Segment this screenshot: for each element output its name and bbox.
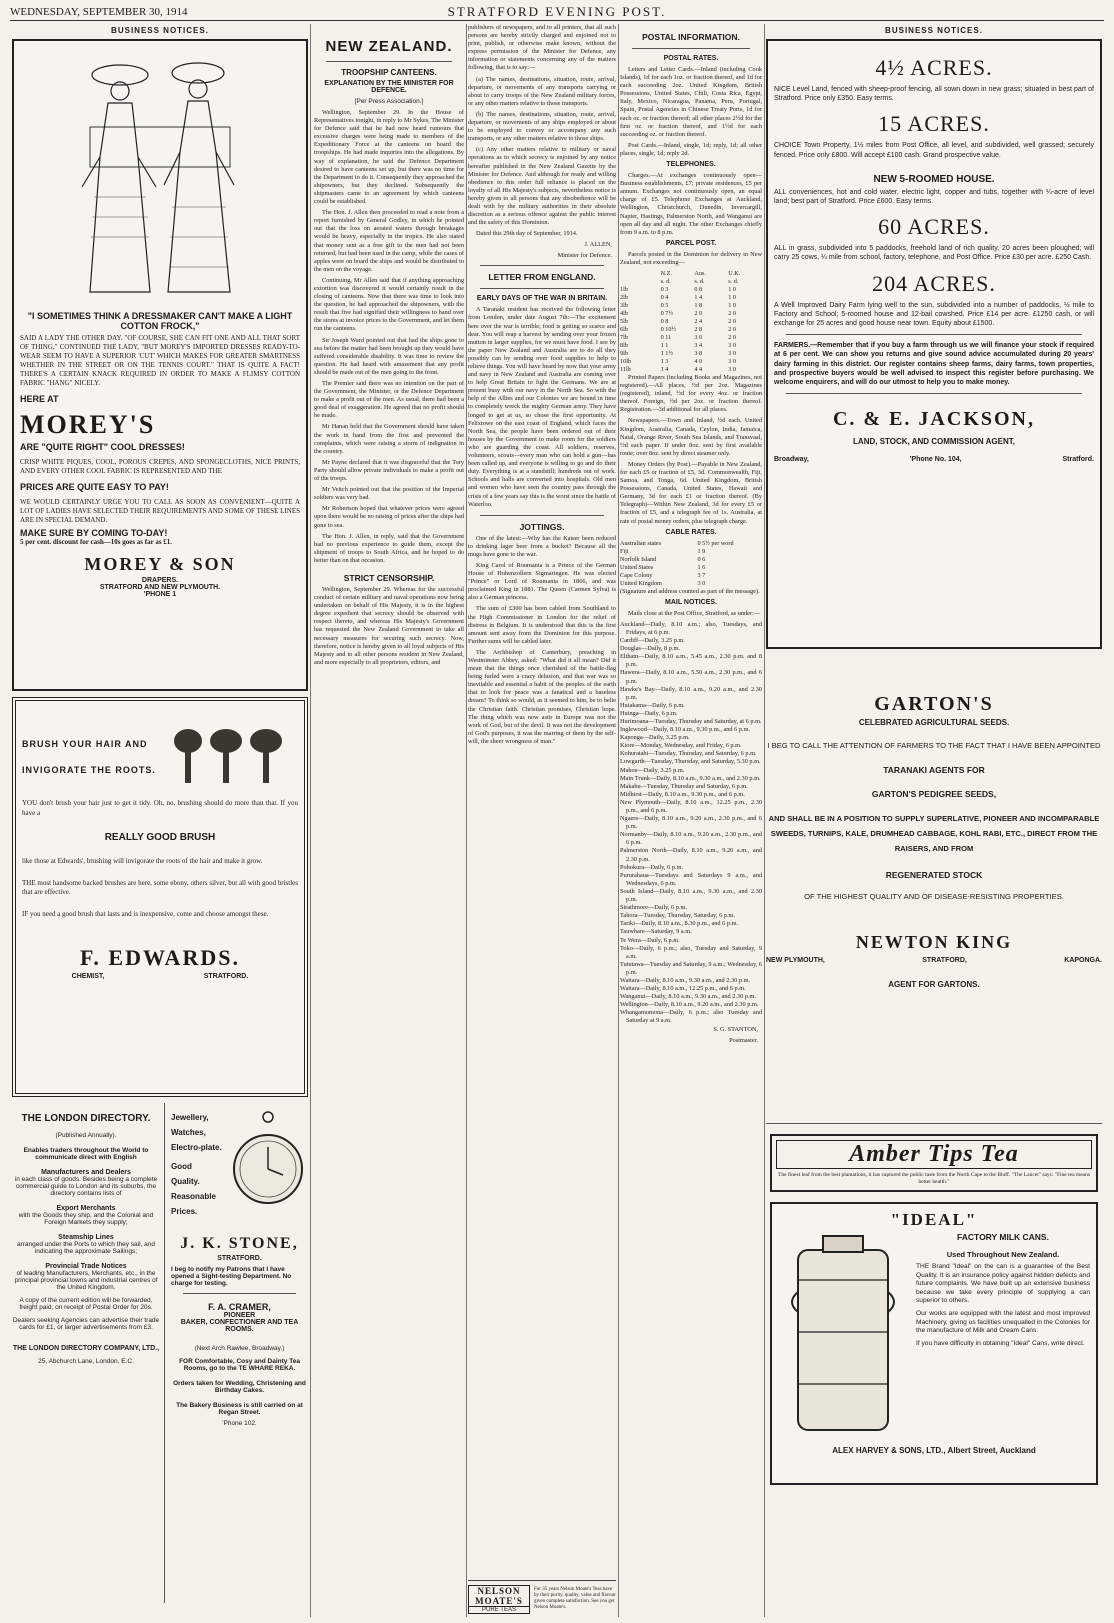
column-rule bbox=[466, 24, 467, 1617]
table-cell: 0 6 bbox=[697, 555, 706, 563]
ideal-p2: Our works are equipped with the latest and most improved Machinery, giving us facilities unequalled in the Colonies for the manufacture of Milk and Cream Cans. bbox=[916, 1309, 1090, 1335]
edwards-p2: like those at Edwards', brushing will invigorate the roots of the hair and make it grow. bbox=[22, 857, 263, 865]
garton-quality: OF THE HIGHEST QUALITY AND OF DISEASE-RESISTING PROPERTIES. bbox=[804, 892, 1064, 901]
cramer-bakery: The Bakery Business is still carried on at Regan Street. bbox=[176, 1402, 303, 1416]
postal-rates-heading: POSTAL RATES. bbox=[663, 55, 719, 62]
parcel-rates-table bbox=[620, 270, 762, 374]
table-cell: s. d. bbox=[660, 277, 671, 285]
morey-urge: WE WOULD CERTAINLY URGE YOU TO CALL AS SOON AS CONVENIENT—QUITE A LOT OF LADIES HAVE SELECTED THEIR REQUIREMENTS AND SOME OF THESE LINES ARE IN SPECIAL DEMAND. bbox=[20, 498, 300, 524]
table-cell: United States bbox=[620, 563, 654, 571]
directory-p2: with the Goods they ship, and the Colonial and Foreign Markets they supply; bbox=[18, 1212, 154, 1226]
listing-title: 15 ACRES. bbox=[878, 111, 990, 137]
table-cell: 0 7½ bbox=[660, 309, 673, 317]
table-cell: 6lb bbox=[620, 325, 628, 333]
list-item: Auckland—Daily, 8.10 a.m.; also, Tuesdays, and Fridays, at 6 p.m. bbox=[620, 620, 762, 636]
table-cell: 0 11 bbox=[660, 333, 672, 341]
nelson-brand: NELSON MOATE'S bbox=[475, 1585, 523, 1606]
cramer-address: (Next Arch Rawlee, Broadway.) bbox=[194, 1345, 285, 1352]
cramer-phone: 'Phone 102. bbox=[222, 1420, 257, 1427]
listing-text: ALL in grass, subdivided into 5 paddocks, freehold land of rich quality, 20 acres been ploughed; will carry 25 cows, ¼ mile from school, factory, telephone, and Post Office. Price £30 per acre. £250 Cash. bbox=[774, 245, 1094, 262]
directory-h2: Export Merchants bbox=[56, 1205, 116, 1212]
edwards-p1: YOU don't brush your hair just to get it tidy. Oh, no, brushing should do more than that. If you have a bbox=[22, 799, 298, 817]
table-row bbox=[620, 302, 762, 310]
table-cell: 1 4 bbox=[694, 293, 703, 301]
list-item: Lowgarth—Tuesday, Thursday, and Saturday, 5.30 p.m. bbox=[620, 758, 761, 766]
nz-p6: Mr Hanan held that the Government should have taken the work in hand from the first and prevented the complaints, which were raising a storm of indignation in the country. bbox=[314, 423, 464, 455]
table-cell: 1 3 bbox=[660, 357, 669, 365]
censorship-a: (a) The names, destinations, situation, route, arrival, departure, or movements of any transports carrying or about to carry troops of the New Zealand military forces, or any other matters relative to those transports. bbox=[468, 75, 616, 107]
list-item: Inglewood—Daily, 8.10 a.m., 9.30 p.m., and 6 p.m. bbox=[620, 726, 751, 734]
directory-firm: THE LONDON DIRECTORY COMPANY, LTD., bbox=[12, 1345, 160, 1352]
table-row bbox=[620, 564, 762, 572]
table-cell: 7lb bbox=[620, 333, 628, 341]
edwards-trade: CHEMIST, bbox=[71, 973, 105, 980]
table-cell: 2 0 bbox=[728, 317, 736, 325]
table-cell: 0 8 bbox=[694, 285, 703, 293]
postal-heading: POSTAL INFORMATION. bbox=[642, 32, 740, 42]
ideal-firm: ALEX HARVEY & SONS, LTD., Albert Street, Auckland bbox=[832, 1446, 1036, 1455]
cramer-orders: Orders taken for Wedding, Christening and Birthday Cakes. bbox=[173, 1380, 306, 1394]
table-cell: 2 0 bbox=[728, 309, 736, 317]
list-item: Tahora—Tuesday, Thursday, Saturday, 6 p.m. bbox=[620, 912, 735, 920]
cramer-rooms: FOR Comfortable, Cosy and Dainty Tea Rooms, go to the TE WHARE REKA. bbox=[179, 1358, 300, 1372]
list-item: Tututawa—Tuesday and Saturday, 9 a.m.; Wednesday, 6 p.m. bbox=[620, 960, 762, 976]
stone-item: Jewellery, bbox=[171, 1113, 209, 1122]
list-item: Wellington—Daily, 8.10 a.m., 9.20 a.m., and 2.30 p.m. bbox=[620, 1001, 759, 1009]
table-cell: 1 8 bbox=[694, 301, 703, 309]
table-cell: 3 0 bbox=[694, 333, 703, 341]
directory-p3: arranged under the Ports to which they sail, and indicating the approximate Sailings; bbox=[16, 1241, 156, 1255]
list-item: Whangamomona—Daily, 6 p.m.; also Tuesday and Saturday at 9 a.m. bbox=[620, 1009, 762, 1025]
list-item: Strathmore—Daily, 6 p.m. bbox=[620, 904, 687, 912]
nz-p1: Wellington, September 29. In the House of Representatives tonight, in reply to Mr Sykes, The Minister for Defence said that he had now heard rumours that excessive charges were being made to members of the Expeditionary Force at the canteens on board the troopships. He had made inquiries into the allegations. By way of explanation, he said the Defence Department desired to have canteens set up, but there was no time for the Department to do it. Consequently they approached the shipowners, but they declined. Subsequently the shipmasters came to an agreement by which canteens could be established. bbox=[314, 109, 464, 206]
table-cell: 1 1 bbox=[660, 341, 669, 349]
milk-can-icon bbox=[778, 1232, 908, 1442]
jackson-advertisement bbox=[766, 39, 1102, 649]
garton-sub: CELEBRATED AGRICULTURAL SEEDS. bbox=[858, 718, 1010, 727]
nz-p10: The Hon. J. Allen, in reply, said that the Government had no previous experience to guide them, except the shipment of troops to South Africa, and he hoped to do better than on that occasion. bbox=[314, 532, 464, 564]
garton-beg: I BEG TO CALL THE ATTENTION OF FARMERS TO THE FACT THAT I HAVE BEEN APPOINTED bbox=[767, 741, 1101, 750]
london-directory-advertisement bbox=[12, 1103, 165, 1603]
issue-date: WEDNESDAY, SEPTEMBER 30, 1914 bbox=[10, 6, 188, 18]
list-item: Pururahaua—Tuesdays and Saturdays 9 a.m., and Wednesdays, 6 p.m. bbox=[620, 871, 762, 887]
listing-text: ALL conveniences, hot and cold water, electric light, copper and tubs, together with ¼-acre of level land; best part of Stratford. Price £600. Easy terms. bbox=[774, 188, 1094, 206]
postal-column bbox=[620, 24, 762, 1617]
morey-phone: 'PHONE 1 bbox=[143, 591, 177, 598]
table-cell: 0 5½ per word bbox=[697, 539, 734, 547]
hairbrush-icon bbox=[168, 727, 298, 787]
list-item: Hawera—Daily, 8.10 a.m., 5.50 a.m., 2.30 p.m., and 6 p.m. bbox=[620, 669, 762, 685]
table-cell: 9lb bbox=[620, 349, 628, 357]
signature-name: J. ALLEN, bbox=[584, 241, 612, 249]
table-row bbox=[620, 318, 762, 326]
stone-attr: Prices. bbox=[171, 1207, 198, 1216]
listing-title: NEW 5-ROOMED HOUSE. bbox=[873, 173, 995, 185]
table-cell: Norfolk Island bbox=[620, 555, 657, 563]
table-cell: 3 7 bbox=[697, 571, 706, 579]
section-heading: BUSINESS NOTICES. bbox=[111, 26, 209, 35]
column-rule bbox=[618, 24, 619, 1617]
morey-here-at: HERE AT bbox=[20, 394, 59, 404]
jackson-trade: LAND, STOCK, AND COMMISSION AGENT, bbox=[853, 437, 1015, 447]
list-item: Main Trunk—Daily, 8.10 a.m., 9.30 a.m., and 2.30 p.m. bbox=[620, 774, 761, 782]
jotting: King Carol of Roumania is a Prince of the German House of Hohenzollern Sigmaringen. He was elected "Prince" or Lord of Roumania in 1866, and was proclaimed King in 1881. The Queen (Carmen Sylva) is also a German princess. bbox=[468, 561, 616, 602]
table-cell: 1 9 bbox=[697, 547, 706, 555]
table-cell: 0 8 bbox=[660, 317, 669, 325]
directory-p4: of leading Manufacturers, Merchants, etc., in the principal provincial towns and industrial centres of the United Kingdom. bbox=[14, 1270, 158, 1291]
signature-title: Minister for Defence. bbox=[557, 252, 612, 260]
stone-attr: Reasonable bbox=[171, 1192, 216, 1201]
garton-town: NEW PLYMOUTH, bbox=[766, 957, 825, 964]
morey-firm: MOREY & SON bbox=[84, 554, 236, 574]
cramer-trade: BAKER, CONFECTIONER AND TEA ROOMS. bbox=[180, 1319, 299, 1333]
left-column bbox=[12, 24, 308, 1617]
table-row bbox=[620, 540, 762, 548]
money-orders: Money Orders (by Post).—Payable in New Zealand, for each £5 or fraction of £5, 3d. Commonwealth, Fiji, Samoa, and Tonga, 6d. United Kingdom, British Possessions, Canada, United States, Hawaii and Germany, 3d for each £1 or fraction thereof. (By Telegraph)—Within New Zealand, 3d for every £5 or fraction of £5, and a telegraph fee of 1s. Australia, at rate of postal money orders, plus telegraph charge. bbox=[620, 460, 762, 525]
farmers-notice: FARMERS.—Remember that if you buy a farm through us we will finance your stock if required at 6 per cent. We can show you returns and give sound advice accumulated during 20 years' dairy farming in this district. Our register contains sheep farms, dairy farms, town properties, and prospective buyers would be well advised to inspect this register before purchasing. We welcome enquirers, and will do our utmost to help you to make money. bbox=[774, 342, 1094, 387]
stone-cramer-advertisements bbox=[171, 1103, 308, 1603]
table-row bbox=[620, 334, 762, 342]
table-cell: U.K. bbox=[728, 269, 741, 277]
table-cell: 0 10½ bbox=[660, 325, 677, 333]
morey-cta: MAKE SURE BY COMING TO-DAY! bbox=[20, 528, 168, 538]
list-item: Huiakama—Daily, 6 p.m. bbox=[620, 701, 685, 709]
jotting: The Archbishop of Canterbury, preaching in Westminster Abbey, asked: "What did it all mean? Did it mean that the things once cherished of the battle-flag being furled were a crazy delusion, and that war was so inevitable and essential a habit of the peoples of the earth that to look for peace was a fanatical and a baseless dream? To think so would, as it seemed to him, be to belie the Christian faith. Christian promises, Christian hope. The thing which was now astir in Europe was not the work of God, but of the devil. It was not the development of God's purposes, it was the marring of them by the self-will, the sheer wrongness of man." bbox=[468, 648, 616, 745]
nelson-moate-advertisement bbox=[468, 1580, 616, 1617]
listing-title: 60 ACRES. bbox=[878, 214, 990, 240]
list-item: Toko—Daily, 6 p.m.; also, Tuesday and Saturday, 9 a.m. bbox=[620, 944, 762, 960]
garton-supply: AND SHALL BE IN A POSITION TO SUPPLY SUPERLATIVE, PIONEER AND INCOMPARABLE SWEEDS, TURNIPS, KALE, DRUMHEAD CABBAGE, KOHL RABI, ETC., DIRECT FROM THE RAISERS, AND FROM bbox=[768, 814, 1100, 853]
parcel-heading: PARCEL POST. bbox=[665, 239, 717, 247]
cramer-role: PIONEER bbox=[223, 1312, 256, 1319]
edwards-line1: BRUSH YOUR HAIR AND bbox=[22, 739, 148, 749]
table-row bbox=[620, 350, 762, 358]
list-item: Makahu—Tuesday, Thursday and Saturday, 6 p.m. bbox=[620, 782, 748, 790]
nz-p3: Continuing, Mr Allen said that if anything approaching extortion was discovered it would certainly result in the closing of canteens. Now that there was time to look into the question, he had approached the shipowners, with the result that five had signified their willingness to hand over the stores at invoice prices to the Government, and let them run the canteens. bbox=[314, 276, 464, 333]
cable-rates-table bbox=[620, 540, 762, 588]
jackson-firm: C. & E. JACKSON, bbox=[832, 408, 1035, 431]
stone-name: J. K. STONE, bbox=[180, 1235, 299, 1252]
directory-address: 25, Abchurch Lane, London, E.C. bbox=[38, 1358, 134, 1365]
table-row bbox=[620, 548, 762, 556]
list-item: Hurimoana—Tuesday, Thursday and Saturday, at 6 p.m. bbox=[620, 717, 762, 725]
censorship-text: Wellington, September 29. Whereas for the successful conduct of certain military and naval operations now being undertaken on behalf of His Majesty, it is in the highest degree expedient that secrecy should be observed with respect thereto, and whereas His Majesty's Government has requested the New Zealand Government to take all necessary measures for securing such secrecy. Now, therefore, notice is hereby given to all loyal subjects of His Majesty and to all other persons resident in New Zealand, and more especially to all proprietors, editors, and bbox=[314, 585, 464, 666]
table-cell: 1lb bbox=[620, 285, 628, 293]
table-cell: 0 3 bbox=[660, 285, 669, 293]
table-cell: 4lb bbox=[620, 309, 628, 317]
ideal-sub: FACTORY MILK CANS. bbox=[957, 1232, 1049, 1242]
nz-p9: Mr Robertson hoped that whatever prices were agreed upon there would be no raising of prices after the ships had gone to sea. bbox=[314, 505, 464, 529]
jackson-address: Broadway, bbox=[774, 456, 809, 464]
table-cell: 1 0 bbox=[728, 285, 736, 293]
garton-seeds: GARTON'S PEDIGREE SEEDS, bbox=[871, 789, 997, 799]
nz-p8: Mr Veitch pointed out that the position of the Imperial soldiers was very bad. bbox=[314, 486, 464, 502]
list-item: South Island—Daily, 8.10 a.m., 9.30 a.m., and 2.30 p.m. bbox=[620, 887, 762, 904]
cable-note: (Signature and address counted as part of the message). bbox=[620, 587, 760, 595]
nz-press-association: [Per Press Association.] bbox=[354, 98, 424, 105]
table-cell: 10lb bbox=[620, 357, 632, 365]
nz-heading: NEW ZEALAND. bbox=[325, 38, 453, 55]
parcel-intro: Parcels posted in the Dominion for delivery in New Zealand, not exceeding— bbox=[620, 250, 762, 266]
table-cell: Australian states bbox=[620, 539, 662, 547]
table-row bbox=[620, 286, 762, 294]
table-cell: s. d. bbox=[694, 277, 705, 285]
table-cell bbox=[620, 278, 661, 286]
list-item: Kiore—Monday, Wednesday, and Friday, 6 p.m. bbox=[620, 742, 742, 750]
pocket-watch-icon bbox=[231, 1107, 305, 1227]
table-row bbox=[620, 556, 762, 564]
censorship-b: (b) The names, destinations, situation, route, arrival, departure, or movements of any ships employed or about to be employed to convey or accompany any such transports, or any other matters relative to those ships. bbox=[468, 110, 616, 143]
table-cell: s. d. bbox=[728, 277, 739, 285]
garton-title: GARTON'S bbox=[874, 693, 994, 715]
table-cell: 2 0 bbox=[728, 333, 736, 341]
table-cell: 3 0 bbox=[697, 579, 706, 587]
table-cell: 0 5 bbox=[660, 301, 669, 309]
table-cell: 8lb bbox=[620, 341, 628, 349]
garton-firm: NEWTON KING bbox=[855, 932, 1013, 952]
table-row bbox=[620, 326, 762, 334]
garton-town: STRATFORD, bbox=[922, 957, 967, 964]
table-cell: 3 0 bbox=[728, 341, 736, 349]
bottom-left-ads bbox=[12, 1103, 308, 1603]
postal-letters: Letters and Letter Cards.—Inland (including Cook Islands), 1d for each 1oz. or fraction thereof, and 1d for each succeeding 2oz. United Kingdom, British Possessions, United States, Chili, Costa Rica, Egypt, Italy, Mexico, Nicaragua, Panama, Peru, Portugal, Spain, Postal Agencies in Chinese Treaty Ports, 1d for each oz. or fraction thereof; all other places 2½d for the first oz. or fraction thereof, and 1½d for each succeeding oz. or fraction thereof. bbox=[620, 66, 762, 138]
edwards-advertisement bbox=[12, 697, 308, 1097]
jotting: One of the latest:—Why has the Kaiser been reduced to drinking lager beer from a bucket? Because all the mugs have gone to the war. bbox=[468, 534, 616, 558]
table-cell: 1 4 bbox=[660, 365, 669, 373]
morey-trade: DRAPERS. bbox=[141, 577, 179, 584]
morey-advertisement bbox=[12, 39, 308, 691]
list-item: Waitara—Daily, 8.10 a.m., 12.25 p.m., and 6 p.m. bbox=[620, 985, 746, 993]
listing-title: 204 ACRES. bbox=[872, 270, 996, 296]
table-cell: 0 4 bbox=[660, 293, 669, 301]
telephones-heading: TELEPHONES. bbox=[666, 161, 716, 169]
morey-brand: MOREY'S bbox=[20, 410, 156, 439]
morey-discount: 5 per cent. discount for cash—10s goes as far as £1. bbox=[20, 538, 173, 546]
news-column-2 bbox=[314, 24, 464, 1617]
table-cell: 1 6 bbox=[697, 563, 706, 571]
directory-annual: (Published Annually). bbox=[55, 1132, 117, 1139]
letter-heading: LETTER FROM ENGLAND. bbox=[488, 272, 596, 283]
directory-p6: Dealers seeking Agencies can advertise their trade cards for £1, or larger advertisements from £3. bbox=[12, 1317, 160, 1331]
nz-explanation: EXPLANATION BY THE MINISTER FOR DEFENCE. bbox=[324, 80, 454, 94]
nz-p7: Mr Payne declared that it was disgraceful that the Tory Party should allow private individuals to make a profit out of the troops. bbox=[314, 458, 464, 483]
list-item: Ngaere—Daily, 8.10 a.m., 9.20 a.m., 2.30 p.m., and 6 p.m. bbox=[620, 815, 762, 831]
morey-towns: STRATFORD AND NEW PLYMOUTH. bbox=[99, 584, 221, 591]
list-item: Hawke's Bay—Daily, 8.10 a.m., 9.20 a.m., and 2.30 p.m. bbox=[620, 685, 762, 701]
list-item: Kaponga—Daily, 3.25 p.m. bbox=[620, 734, 690, 742]
table-cell: 3lb bbox=[620, 301, 628, 309]
edwards-line2: INVIGORATE THE ROOTS. bbox=[22, 765, 156, 775]
garton-agent: AGENT FOR GARTONS. bbox=[888, 980, 980, 989]
postmaster-name: S. G. STANTON, bbox=[713, 1025, 758, 1033]
censorship-c: (c) Any other matters relative to military or naval operations as to which secrecy is enjoined by any notice hereafter published in the New Zealand Gazette by the Minister for Defence. And although for ready and willing obedience to this order full reliance is placed on the loyalty of all His Majesty's subjects, nevertheless notice is hereby given to all persons that any disobedience will be dealt with by the military authorities in their absolute discretion as a serious offence against the public interest and the safety of this Dominion. bbox=[468, 146, 616, 227]
stone-attr: Good bbox=[171, 1162, 192, 1171]
cramer-name: F. A. CRAMER, bbox=[208, 1302, 271, 1312]
table-cell: 1 1½ bbox=[660, 349, 673, 357]
stone-notice: I beg to notify my Patrons that I have opened a Sight-testing Department. No charge for testing. bbox=[171, 1266, 292, 1287]
edwards-name: F. EDWARDS. bbox=[80, 945, 240, 970]
table-cell: 2 0 bbox=[694, 309, 703, 317]
listing-text: NICE Level Land, fenced with sheep-proof fencing, all sown down in new grass; situated in best part of Stratford. Price only £350. Easy terms. bbox=[774, 86, 1094, 103]
amber-brand: Amber Tips Tea bbox=[776, 1140, 1092, 1169]
cable-heading: CABLE RATES. bbox=[665, 528, 717, 536]
directory-p1: in each class of goods. Besides being a complete commercial guide to London and its suburbs, the directory contains lists of bbox=[14, 1176, 158, 1197]
directory-title: THE LONDON DIRECTORY. bbox=[21, 1113, 151, 1124]
amber-text: The finest leaf from the best plantations, it has captured the public taste from the North Cape to the Bluff. "The Lancet" says: "Fine tea means better health." bbox=[778, 1172, 1090, 1185]
amber-tips-advertisement bbox=[770, 1134, 1098, 1192]
stone-attr: Quality. bbox=[171, 1177, 200, 1186]
directory-h4: Provincial Trade Notices bbox=[45, 1263, 127, 1270]
table-cell: 2 4 bbox=[694, 317, 703, 325]
table-cell: 2 0 bbox=[728, 325, 736, 333]
morey-fabrics: CRISP WHITE PIQUES, COOL, POROUS CREPES, AND SPONGECLOTHS, NICE PRINTS, AND EVERY OTHER COOL FABRIC IS REPRESENTED AND THE bbox=[20, 458, 300, 475]
table-row bbox=[620, 294, 762, 302]
censorship-dated: Dated this 29th day of September, 1914. bbox=[476, 230, 578, 238]
directory-h3: Steamship Lines bbox=[58, 1234, 114, 1241]
stone-town: STRATFORD. bbox=[217, 1255, 262, 1262]
mail-list bbox=[620, 621, 762, 1026]
table-cell: Aus. bbox=[694, 269, 706, 277]
list-item: Wanganui—Daily, 8.10 a.m., 9.30 a.m., and 2.30 p.m. bbox=[620, 993, 757, 1001]
mail-heading: MAIL NOTICES. bbox=[665, 598, 717, 606]
table-cell: United Kingdom bbox=[620, 579, 662, 587]
list-item: Midhirst—Daily, 8.10 a.m., 9.30 p.m., and 6 p.m. bbox=[620, 790, 745, 798]
table-cell: 3 4 bbox=[694, 341, 703, 349]
stone-item: Electro-plate. bbox=[171, 1143, 222, 1152]
list-item: Tauwhare—Saturday, 9 a.m. bbox=[620, 928, 692, 936]
nz-p4: Sir Joseph Ward pointed out that had the ships gone to sea before the matter had been brought up they would have suffered considerable disability. It was time to review the question. He had heard with amazement that any profit should be made out of the men going to the front. bbox=[314, 336, 464, 376]
table-cell: Fiji bbox=[620, 547, 629, 555]
jottings-heading: JOTTINGS. bbox=[519, 521, 565, 532]
table-cell: 4 0 bbox=[694, 357, 703, 365]
table-cell: 2 8 bbox=[694, 325, 703, 333]
table-cell: 3 8 bbox=[694, 349, 703, 357]
list-item: Eltham—Daily, 8.10 a.m., 5.45 a.m., 2.30 p.m. and 8 p.m. bbox=[620, 653, 762, 669]
table-row bbox=[620, 572, 762, 580]
list-item: Douglas—Daily, 8 p.m. bbox=[620, 645, 680, 653]
morey-body: SAID A LADY THE OTHER DAY. "OF COURSE, SHE CAN FIT ONE AND ALL THAT SORT OF THING," CONTINUED THE LADY, "BUT MOREY'S IMPORTED DRESSES READY-TO-WEAR SEEM TO HAVE A SUPERIOR 'CUT' WHICH MAKES FOR GREATER SMARTNESS WHETHER IN THE STREET OR ON THE TENNIS COURT." THAT IS QUITE A FACT! THERE'S A CERTAIN KNACK REQUIRED IN ORDER TO MAKE A FLIMSY COTTON FABRIC "HANG" NICELY. bbox=[20, 334, 300, 387]
news-column-3 bbox=[468, 24, 616, 1617]
table-header bbox=[620, 270, 762, 278]
directory-p5: A copy of the current edition will be forwarded, freight paid, on receipt of Postal Order for 20s. bbox=[19, 1297, 153, 1311]
table-cell: 3 0 bbox=[728, 357, 736, 365]
list-item: Palmerston North—Daily, 8.10 a.m., 9.20 a.m., and 2.30 p.m. bbox=[620, 847, 762, 863]
table-row bbox=[620, 580, 762, 588]
list-item: Pohokura—Daily, 6 p.m. bbox=[620, 863, 684, 871]
edwards-sub: REALLY GOOD BRUSH bbox=[104, 832, 216, 843]
list-item: Normanby—Daily, 8.10 a.m., 9.20 a.m., 2.30 p.m., and 6 p.m. bbox=[620, 831, 762, 847]
nelson-tag: PURE TEAS bbox=[469, 1606, 529, 1613]
nz-subheading: TROOPSHIP CANTEENS. bbox=[341, 68, 437, 77]
garton-regen: REGENERATED STOCK bbox=[885, 870, 983, 880]
right-column bbox=[766, 24, 1102, 1617]
ideal-advertisement bbox=[770, 1202, 1098, 1485]
ideal-used: Used Throughout New Zealand. bbox=[946, 1250, 1060, 1259]
list-item: Kohuratahi—Tuesday, Thursday, and Saturday, 6 p.m. bbox=[620, 750, 757, 758]
table-cell: 2lb bbox=[620, 293, 628, 301]
listing-title: 4½ ACRES. bbox=[875, 55, 993, 80]
jackson-town: Stratford. bbox=[1062, 456, 1094, 464]
postal-cards: Post Cards.—Inland, single, 1d; reply, 1d; all other places, single, 1d; reply 2d. bbox=[620, 141, 762, 157]
censorship-cont: publishers of newspapers, and to all printers, that all such persons are hereby strictly charged and enjoined not to print, publish, or otherwise make known, without the express permission of the Minister for Defence, any information or statements concerning any of the matters following, that is to say:— bbox=[468, 24, 616, 72]
list-item: Mahoe—Daily, 3.25 p.m. bbox=[620, 766, 685, 774]
table-cell: 11lb bbox=[620, 365, 631, 373]
morey-prices: PRICES ARE QUITE EASY TO PAY! bbox=[20, 482, 169, 492]
jackson-phone: 'Phone No. 104, bbox=[909, 456, 962, 464]
ideal-title: "IDEAL" bbox=[890, 1210, 978, 1229]
letter-subheading: EARLY DAYS OF THE WAR IN BRITAIN. bbox=[476, 295, 608, 303]
table-row bbox=[620, 366, 762, 374]
table-cell: 1 0 bbox=[728, 301, 736, 309]
list-item: Cardiff—Daily, 3.25 p.m. bbox=[620, 637, 685, 645]
list-item: Waitara—Daily, 8.10 a.m., 9.30 a.m., and 2.30 p.m. bbox=[620, 976, 751, 984]
list-item: Huinga—Daily, 6 p.m. bbox=[620, 709, 678, 717]
jotting: The sum of £300 has been cabled from Southland to the High Commissioner in London for the relief of distress in Belgium. It is understood that this is the first amount sent away from the Dominion for this purpose. Further sums will be cabled later. bbox=[468, 605, 616, 645]
listing-text: CHOICE Town Property, 1½ miles from Post Office, all level, and subdivided, well grassed; securely fenced. Price only £800. Will accept £100 cash. Grand prospective value. bbox=[774, 142, 1094, 159]
list-item: Te Wera—Daily, 6 p.m. bbox=[620, 936, 680, 944]
list-item: Tariki—Daily, 8.10 a.m., 8.30 p.m., and 6 p.m. bbox=[620, 920, 739, 928]
table-cell: 3 0 bbox=[728, 365, 736, 373]
mail-intro: Mails close at the Post Office, Stratford, as under:— bbox=[628, 609, 761, 617]
morey-tagline: ARE "QUITE RIGHT" COOL DRESSES! bbox=[20, 442, 185, 452]
letter-text: A Taranaki resident has received the following letter from London, under date August 7th:—The excitement here over the war is terrible; food is getting so scarce and dear. You will reap a harvest by sending over your frozen mutton in larger supplies, for we must have food. I see by the paper New Zealand and Australia are to do all they possibly can by sending over food supplies to help to relieve things. You will have heard by now that your army and navy in New Zealand and Australia are coming over to help Great Britain to fight the Germans. We are at present busy with our navy in the North Sea. So with the help of the Allies and our Colonies we are bound in time to completely wreck the mighty German army. They have longed to get at us, so chose the first opportunity. At Felixtowe on the east coast of England, which faces the North Sea, the people have been ordered out of their houses by the Government to make room for the soldiers who are guarding the coast. All soldiers, reserves, volunteers, scouts—every man who can hold a gun—has been called up, and everyone is willing to go and do their duty. Everything is at a standstill; hundreds out of work. Schools and halls are converted into hospitals. Old men and women who have seen the country pass through the crisis of a few years say this is the worst since the battle of Waterloo. bbox=[468, 306, 616, 508]
garton-agents: TARANAKI AGENTS FOR bbox=[883, 765, 985, 775]
postmaster-title: Postmaster. bbox=[729, 1036, 758, 1044]
edwards-town: STRATFORD. bbox=[203, 973, 249, 980]
table-row bbox=[620, 310, 762, 318]
table-cell: N.Z. bbox=[660, 269, 672, 277]
stone-item: Watches, bbox=[171, 1128, 206, 1137]
censorship-heading: STRICT CENSORSHIP. bbox=[343, 572, 435, 583]
edwards-p4: IF you need a good brush that lasts and is inexpensive, come and choose amongst these. bbox=[22, 909, 269, 918]
garton-advertisement bbox=[766, 693, 1102, 1124]
printed-papers: Printed Papers (including Books and Magazines, not registered).—All places, ½d per 2oz. Magazines (registered), inland, ½d for every 4oz. or fraction thereof. Foreign, ½d per 2oz. or fraction thereof. Registration.—3d additional for all places. bbox=[620, 373, 762, 414]
table-header bbox=[620, 278, 762, 286]
newspapers-rates: Newspapers.—Town and Inland, ½d each. United Kingdom, Australia, Canada, Ceylon, India, Jamaica, Natal, Orange River, South Sea Islands, and Transvaal, ½d each paper. If under 8oz. sent by first available route; over 8oz. sent by direct steamer only. bbox=[620, 417, 762, 457]
listing-text: A Well Improved Dairy Farm lying well to the sun, subdivided into a number of paddocks, ½ mile to Factory and School; 5-roomed house and 12-bail cowshed. Price £14 per acre. £1250 cash, or will exchange for 25 acres and good house near town. Equity about £1500. bbox=[774, 301, 1094, 328]
table-cell: Cape Colony bbox=[620, 571, 653, 579]
dress-illustration bbox=[20, 47, 300, 302]
column-rule bbox=[764, 24, 765, 1617]
table-cell bbox=[620, 270, 661, 278]
directory-h1: Manufacturers and Dealers bbox=[41, 1169, 131, 1176]
list-item: New Plymouth—Daily, 8.10 a.m., 12.25 p.m., 2.30 p.m., and 6 p.m. bbox=[620, 798, 762, 814]
telephones-text: Charges.—At exchanges continuously open—Business establishments, £7; private residences, £5 per annum. Exchanges not continuously open, an equal charge of £5. Telephone Exchanges at Auckland, Wellington, Christchurch, Dunedin, Invercargill, Napier, Hastings, Palmerston North, and Wanganui are open all day and all night. The other Exchanges chiefly from 9 a.m. to 8 p.m. bbox=[620, 172, 762, 236]
directory-intro: Enables traders throughout the World to communicate direct with English bbox=[23, 1147, 149, 1161]
table-cell: 1 0 bbox=[728, 293, 736, 301]
nelson-text: For 35 years Nelson Moate's Teas have by their purity, quality, value and flavour given complete satisfaction. See you get Nelson Moate's. bbox=[534, 1587, 616, 1610]
nz-p5: The Premier said there was no intention on the part of the Government, the Minister, or the Defence Department to make a profit out of the men. As usual, there had been a good deal of exaggeration. He agreed that no profit should be made. bbox=[314, 380, 464, 420]
column-rule bbox=[310, 24, 311, 1617]
ideal-p3: If you have difficulty in obtaining "Ideal" Cans, write direct. bbox=[916, 1339, 1085, 1347]
masthead bbox=[10, 4, 1104, 21]
section-heading: BUSINESS NOTICES. bbox=[885, 26, 983, 35]
edwards-p3: THE most handsome backed brushes are here, some ebony, others silver, but all with good bristles that are effective. bbox=[22, 878, 298, 896]
garton-town: KAPONGA. bbox=[1064, 957, 1102, 964]
table-row bbox=[620, 358, 762, 366]
table-cell: 3 0 bbox=[728, 349, 736, 357]
ideal-p1: THE Brand "Ideal" on the can is a guarantee of the Best Quality. It is an insurance policy against hidden defects and future complaints. We have built up an extensive business because we take every principle of supplying a can superior to others. bbox=[916, 1263, 1090, 1305]
table-row bbox=[620, 342, 762, 350]
table-cell: 4 4 bbox=[694, 365, 703, 373]
nz-p2: The Hon. J. Allen then proceeded to read a note from a report furnished by General Godley, in which he pointed out that the loss on aerated waters through breakages would be heavy, especially in the tropics. He also stated that money sent as a free gift to the men had not been returned, but had been used in the camp, while the cases of apples were on board the ships and would be distributed to the men on the voyage. bbox=[314, 209, 464, 273]
morey-headline: "I SOMETIMES THINK A DRESSMAKER CAN'T MAKE A LIGHT COTTON FROCK," bbox=[27, 311, 293, 331]
newspaper-title: STRATFORD EVENING POST. bbox=[447, 4, 667, 19]
table-cell: 5lb bbox=[620, 317, 628, 325]
